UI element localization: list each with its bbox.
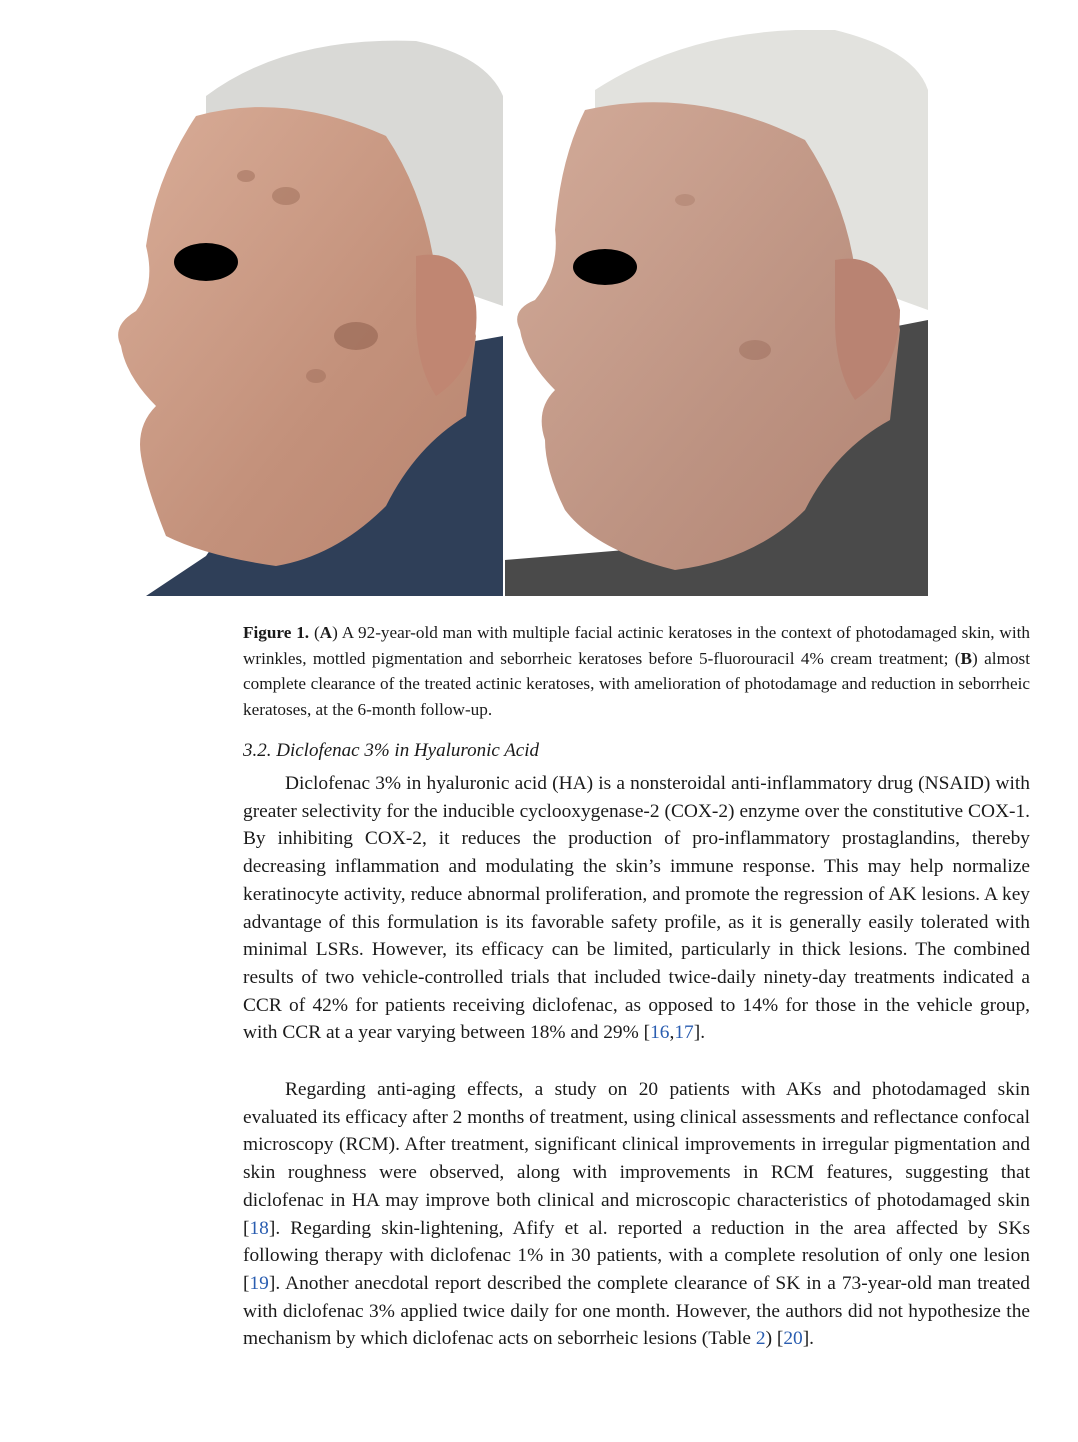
- paragraph-1-end: ].: [693, 1022, 706, 1044]
- figure-label: Figure 1.: [243, 623, 310, 642]
- caption-panel-b-ref: B: [960, 648, 972, 668]
- paragraph-1-text: Diclofenac 3% in hyaluronic acid (HA) is a nonsteroidal anti-inflammatory drug (NSAID) with greater selectivity for the inducible cyclooxygenase-2 (COX-2) enzyme over the constitutive COX-1. By inhibiting COX-2, it reduces the production of pro-inflammatory prostaglandins, thereby decreasing inflammation and modulating the skin’s immune response. This may help normalize keratinocyte activity, reduce abnormal proliferation, and promote the regression of AK lesions. A key advantage of this formulation is its favorable safety profile, as it is generally easily tolerated with minimal LSRs. However, its efficacy can be limited, particularly in thick lesions. The combined results of two vehicle-controlled trials that included twice-daily ninety-day treatments indicated a CCR of 42% for patients receiving diclofenac, as opposed to 14% for those in the vehicle group, with CCR at a year varying between 18% and 29% [: [243, 773, 1030, 1044]
- photo-panel-b: [505, 30, 928, 596]
- table-2-link[interactable]: 2: [755, 1328, 766, 1350]
- citation-16[interactable]: 16: [650, 1022, 670, 1044]
- citation-17[interactable]: 17: [674, 1022, 694, 1044]
- caption-text: (: [309, 623, 320, 642]
- eye-privacy-bar-b: [573, 249, 637, 285]
- face-illustration-b: [505, 30, 928, 596]
- face-illustration-a: [86, 36, 503, 596]
- paragraph-2-text-2: ]. Regarding skin-lightening, Afify et al. reported a reduction in the area affected by SKs following therapy with diclofenac 1% in 30 patients, with a complete resolution of only one lesion [: [243, 1217, 1030, 1294]
- citation-19[interactable]: 19: [249, 1272, 269, 1294]
- paragraph-2-text-5: ].: [802, 1328, 815, 1350]
- citation-18[interactable]: 18: [249, 1217, 269, 1239]
- caption-panel-a-ref: A: [319, 623, 333, 642]
- paragraph-2-text-4: ) [: [765, 1328, 784, 1350]
- paragraph-2: [243, 1076, 1030, 1353]
- citation-separator: ,: [669, 1022, 675, 1044]
- section-heading: 3.2. Diclofenac 3% in Hyaluronic Acid: [243, 740, 540, 761]
- caption-text-b: ) almost complete clearance of the treated actinic keratoses, with amelioration of photodamage and reduction in seborrheic keratoses, at the 6-month follow-up.: [243, 648, 1030, 719]
- paragraph-2-text-1: Regarding anti-aging effects, a study on 20 patients with AKs and photodamaged skin evaluated its efficacy after 2 months of treatment, using clinical assessments and reflectance confocal microscopy (RCM). After treatment, significant clinical improvements in irregular pigmentation and skin roughness were observed, along with improvements in RCM features, suggesting that diclofenac in HA may improve both clinical and microscopic characteristics of photodamaged skin [: [243, 1079, 1030, 1239]
- caption-text-a: ) A 92-year-old man with multiple facial actinic keratoses in the context of photodamaged skin, with wrinkles, mottled pigmentation and seborrheic keratoses before 5-fluorouracil 4% cream treatment; (: [243, 623, 1030, 668]
- paragraph-2-text-3: ]. Another anecdotal report described the complete clearance of SK in a 73-year-old man treated with diclofenac 3% applied twice daily for one month. However, the authors did not hypothesize the mechanism by which diclofenac acts on seborrheic lesions (Table: [243, 1272, 1030, 1350]
- paragraph-1: [243, 770, 1030, 1047]
- photo-panel-a: [86, 36, 503, 596]
- eye-privacy-bar-a: [174, 243, 238, 281]
- figure-caption: [243, 620, 1030, 722]
- citation-20[interactable]: 20: [783, 1328, 803, 1350]
